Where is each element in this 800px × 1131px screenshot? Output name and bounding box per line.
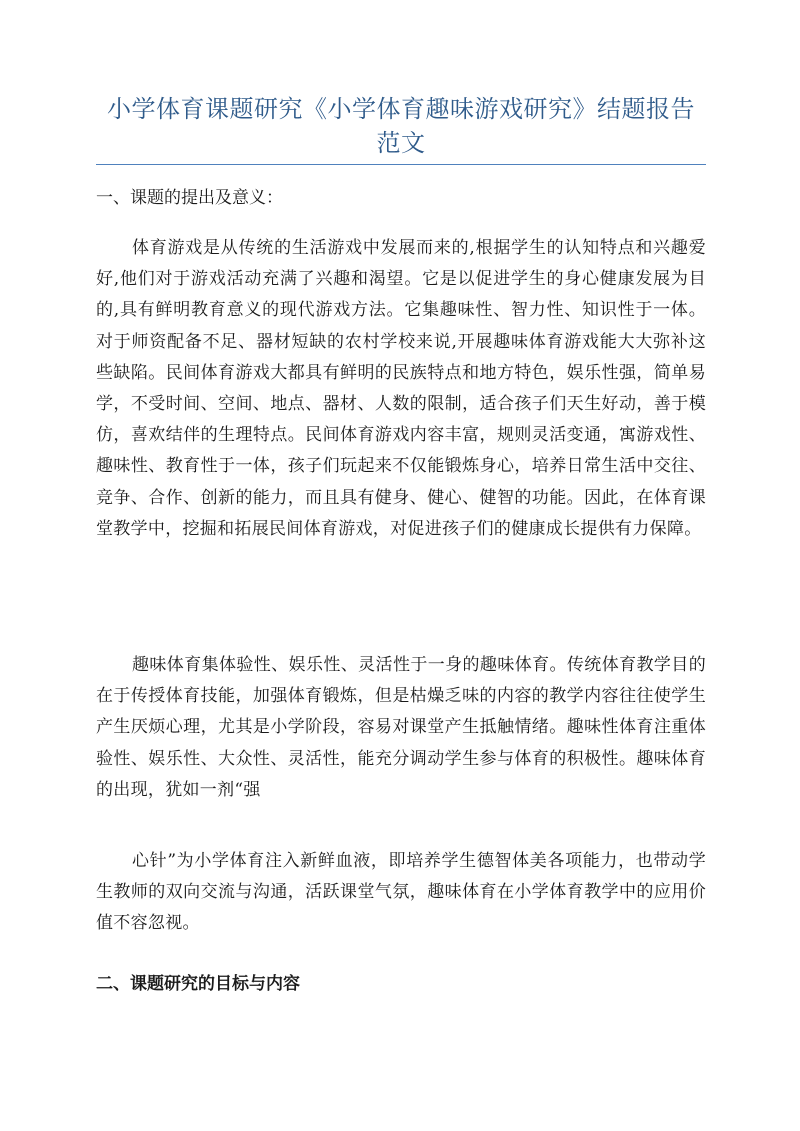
paragraph-2: 趣味体育集体验性、娱乐性、灵活性于一身的趣味体育。传统体育教学目的在于传授体育技能，加强体育锻炼，但是枯燥乏味的内容的教学内容往往使学生产生厌烦心理，尤其是小学阶段，容易对课堂产生抵触情绪。趣味性体育注重体验性、娱乐性、大众性、灵活性，能充分调动学生参与体育的积极性。趣味体育的出现，犹如一剂“强 xyxy=(96,655,706,800)
title-divider xyxy=(96,164,706,165)
paragraph-3: 心针”为小学体育注入新鲜血液，即培养学生德智体美各项能力，也带动学生教师的双向交流与沟通，活跃课堂气氛，趣味体育在小学体育教学中的应用价值不容忽视。 xyxy=(96,851,706,934)
document-title: 小学体育课题研究《小学体育趣味游戏研究》结题报告范文 xyxy=(107,95,695,157)
section-two-heading: 二、课题研究的目标与内容 xyxy=(96,974,300,994)
paragraph-1: 体育游戏是从传统的生活游戏中发展而来的,根据学生的认知特点和兴趣爱好,他们对于游戏活动充满了兴趣和渴望。它是以促进学生的身心健康发展为目的,具有鲜明教育意义的现代游戏方法。它集趣味性、智力性、知识性于一体。对于师资配备不足、器材短缺的农村学校来说,开展趣味体育游戏能大大弥补这些缺陷。民间体育游戏大都具有鲜明的民族特点和地方特色，娱乐性强，简单易学，不受时间、空间、地点、器材、人数的限制，适合孩子们天生好动，善于模仿，喜欢结伴的生理特点。民间体育游戏内容丰富，规则灵活变通，寓游戏性、趣味性、教育性于一体，孩子们玩起来不仅能锻炼身心，培养日常生活中交往、竞争、合作、创新的能力，而且具有健身、健心、健智的功能。因此，在体育课堂教学中，挖掘和拓展民间体育游戏，对促进孩子们的健康成长提供有力保障。 xyxy=(96,238,706,539)
section-one-heading: 一、课题的提出及意义： xyxy=(96,188,283,208)
